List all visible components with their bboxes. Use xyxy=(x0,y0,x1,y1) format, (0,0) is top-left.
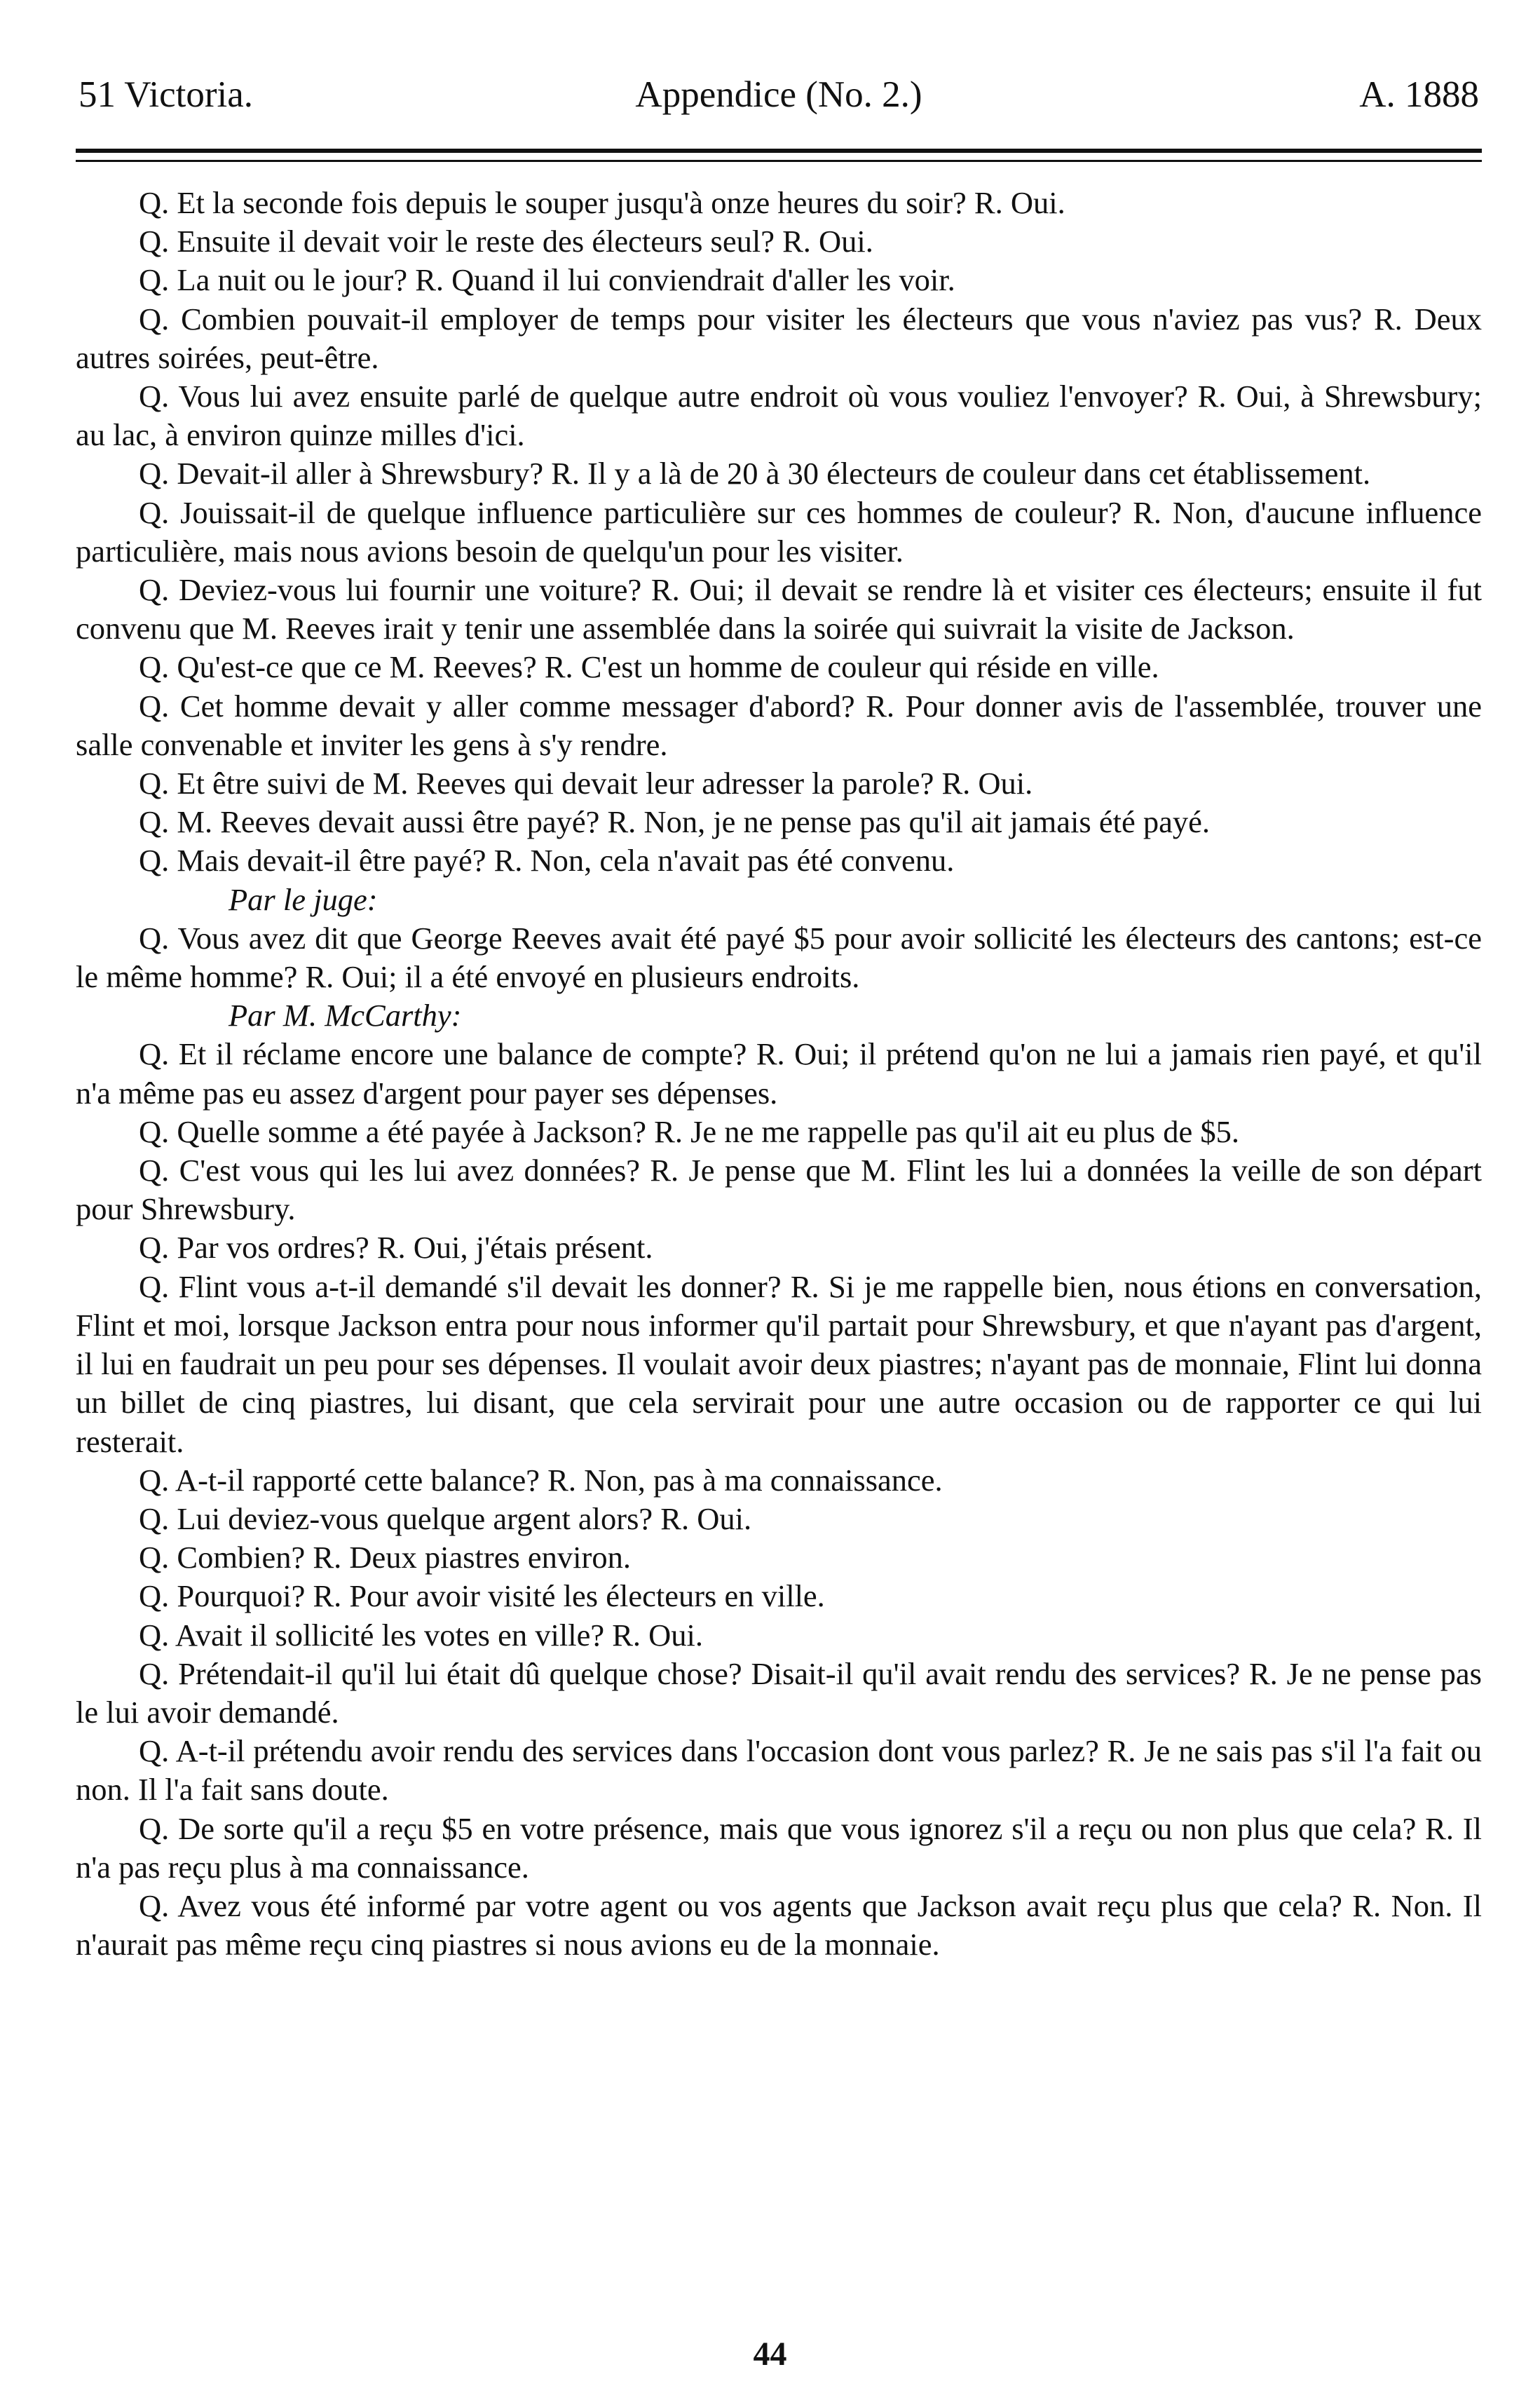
qa-paragraph: Q. Mais devait-il être payé? R. Non, cela n'avait pas été convenu. xyxy=(139,843,955,879)
qa-paragraph: Q. Combien? R. Deux piastres environ. xyxy=(139,1540,631,1575)
qa-paragraph: Q. Et être suivi de M. Reeves qui devait leur adresser la parole? R. Oui. xyxy=(139,766,1033,801)
qa-paragraph: Q. Par vos ordres? R. Oui, j'étais présent. xyxy=(139,1230,653,1266)
qa-paragraph: Q. Ensuite il devait voir le reste des électeurs seul? R. Oui. xyxy=(139,224,873,259)
header-year: A. 1888 xyxy=(1359,74,1479,115)
header-session: 51 Victoria. xyxy=(79,74,254,115)
qa-paragraph: Q. C'est vous qui les lui avez données? R. Je pense que M. Flint les lui a données la veille de son départ pour Shrewsbury. xyxy=(76,1153,1482,1227)
qa-paragraph: Q. Flint vous a-t-il demandé s'il devait les donner? R. Si je me rappelle bien, nous étions en conversation, Flint et moi, lorsque Jackson entra pour nous informer qu'il partait pour Shrewsbury, et que n'ayant pas d'argent, il lui en faudrait un peu pour ses dépenses. Il voulait avoir deux piastres; n'ayant pas de monnaie, Flint lui donna un billet de cinq piastres, lui disant, que cela servirait pour une autre occasion ou de rapporter ce qui lui resterait. xyxy=(76,1268,1482,1459)
testimony-body xyxy=(76,184,1482,1964)
qa-paragraph: Q. Quelle somme a été payée à Jackson? R. Je ne me rappelle pas qu'il ait eu plus de $5. xyxy=(139,1113,1239,1149)
qa-paragraph: Q. La nuit ou le jour? R. Quand il lui conviendrait d'aller les voir. xyxy=(139,262,955,298)
qa-paragraph: Q. Pourquoi? R. Pour avoir visité les électeurs en ville. xyxy=(139,1578,825,1614)
header-rule-thick xyxy=(76,149,1482,153)
speaker-heading: Par M. McCarthy: xyxy=(229,998,462,1033)
qa-paragraph: Q. A-t-il rapporté cette balance? R. Non, pas à ma connaissance. xyxy=(139,1462,943,1498)
qa-paragraph: Q. Vous avez dit que George Reeves avait été payé $5 pour avoir sollicité les électeurs des cantons; est-ce le même homme? R. Oui; il a été envoyé en plusieurs endroits. xyxy=(76,920,1482,995)
speaker-heading: Par le juge: xyxy=(229,881,378,917)
qa-paragraph: Q. Prétendait-il qu'il lui était dû quelque chose? Disait-il qu'il avait rendu des services? R. Je ne pense pas le lui avoir demandé. xyxy=(76,1655,1482,1730)
qa-paragraph: Q. Lui deviez-vous quelque argent alors? R. Oui. xyxy=(139,1500,752,1536)
header-rule-thin xyxy=(76,160,1482,162)
running-header xyxy=(79,67,1479,123)
qa-paragraph: Q. Deviez-vous lui fournir une voiture? R. Oui; il devait se rendre là et visiter ces électeurs; ensuite il fut convenu que M. Reeves irait y tenir une assemblée dans la soirée qui suivrait la visite de Jackson. xyxy=(76,572,1482,646)
qa-paragraph: Q. De sorte qu'il a reçu $5 en votre présence, mais que vous ignorez s'il a reçu ou non plus que cela? R. Il n'a pas reçu plus à ma connaissance. xyxy=(76,1810,1482,1885)
qa-paragraph: Q. Devait-il aller à Shrewsbury? R. Il y a là de 20 à 30 électeurs de couleur dans cet établissement. xyxy=(139,456,1371,491)
qa-paragraph: Q. Qu'est-ce que ce M. Reeves? R. C'est un homme de couleur qui réside en ville. xyxy=(139,649,1159,685)
qa-paragraph: Q. Jouissait-il de quelque influence particulière sur ces hommes de couleur? R. Non, d'aucune influence particulière, mais nous avions besoin de quelqu'un pour les visiter. xyxy=(76,494,1482,569)
qa-paragraph: Q. Et la seconde fois depuis le souper jusqu'à onze heures du soir? R. Oui. xyxy=(139,185,1065,220)
qa-paragraph: Q. Avez vous été informé par votre agent ou vos agents que Jackson avait reçu plus que cela? R. Non. Il n'aurait pas même reçu cinq piastres si nous avions eu de la monnaie. xyxy=(76,1887,1482,1962)
qa-paragraph: Q. Vous lui avez ensuite parlé de quelque autre endroit où vous vouliez l'envoyer? R. Oui, à Shrewsbury; au lac, à environ quinze milles d'ici. xyxy=(76,379,1482,453)
qa-paragraph: Q. M. Reeves devait aussi être payé? R. Non, je ne pense pas qu'il ait jamais été payé. xyxy=(139,804,1210,840)
page-number: 44 xyxy=(753,2335,787,2373)
qa-paragraph: Q. Avait il sollicité les votes en ville? R. Oui. xyxy=(139,1617,703,1653)
header-appendix: Appendice (No. 2.) xyxy=(635,74,922,115)
qa-paragraph: Q. Cet homme devait y aller comme messager d'abord? R. Pour donner avis de l'assemblée, trouver une salle convenable et inviter les gens à s'y rendre. xyxy=(76,688,1482,762)
qa-paragraph: Q. Et il réclame encore une balance de compte? R. Oui; il prétend qu'on ne lui a jamais rien payé, et qu'il n'a même pas eu assez d'argent pour payer ses dépenses. xyxy=(76,1036,1482,1111)
qa-paragraph: Q. Combien pouvait-il employer de temps pour visiter les électeurs que vous n'aviez pas vus? R. Deux autres soirées, peut-être. xyxy=(76,301,1482,375)
qa-paragraph: Q. A-t-il prétendu avoir rendu des services dans l'occasion dont vous parlez? R. Je ne sais pas s'il l'a fait ou non. Il l'a fait sans doute. xyxy=(76,1733,1482,1808)
